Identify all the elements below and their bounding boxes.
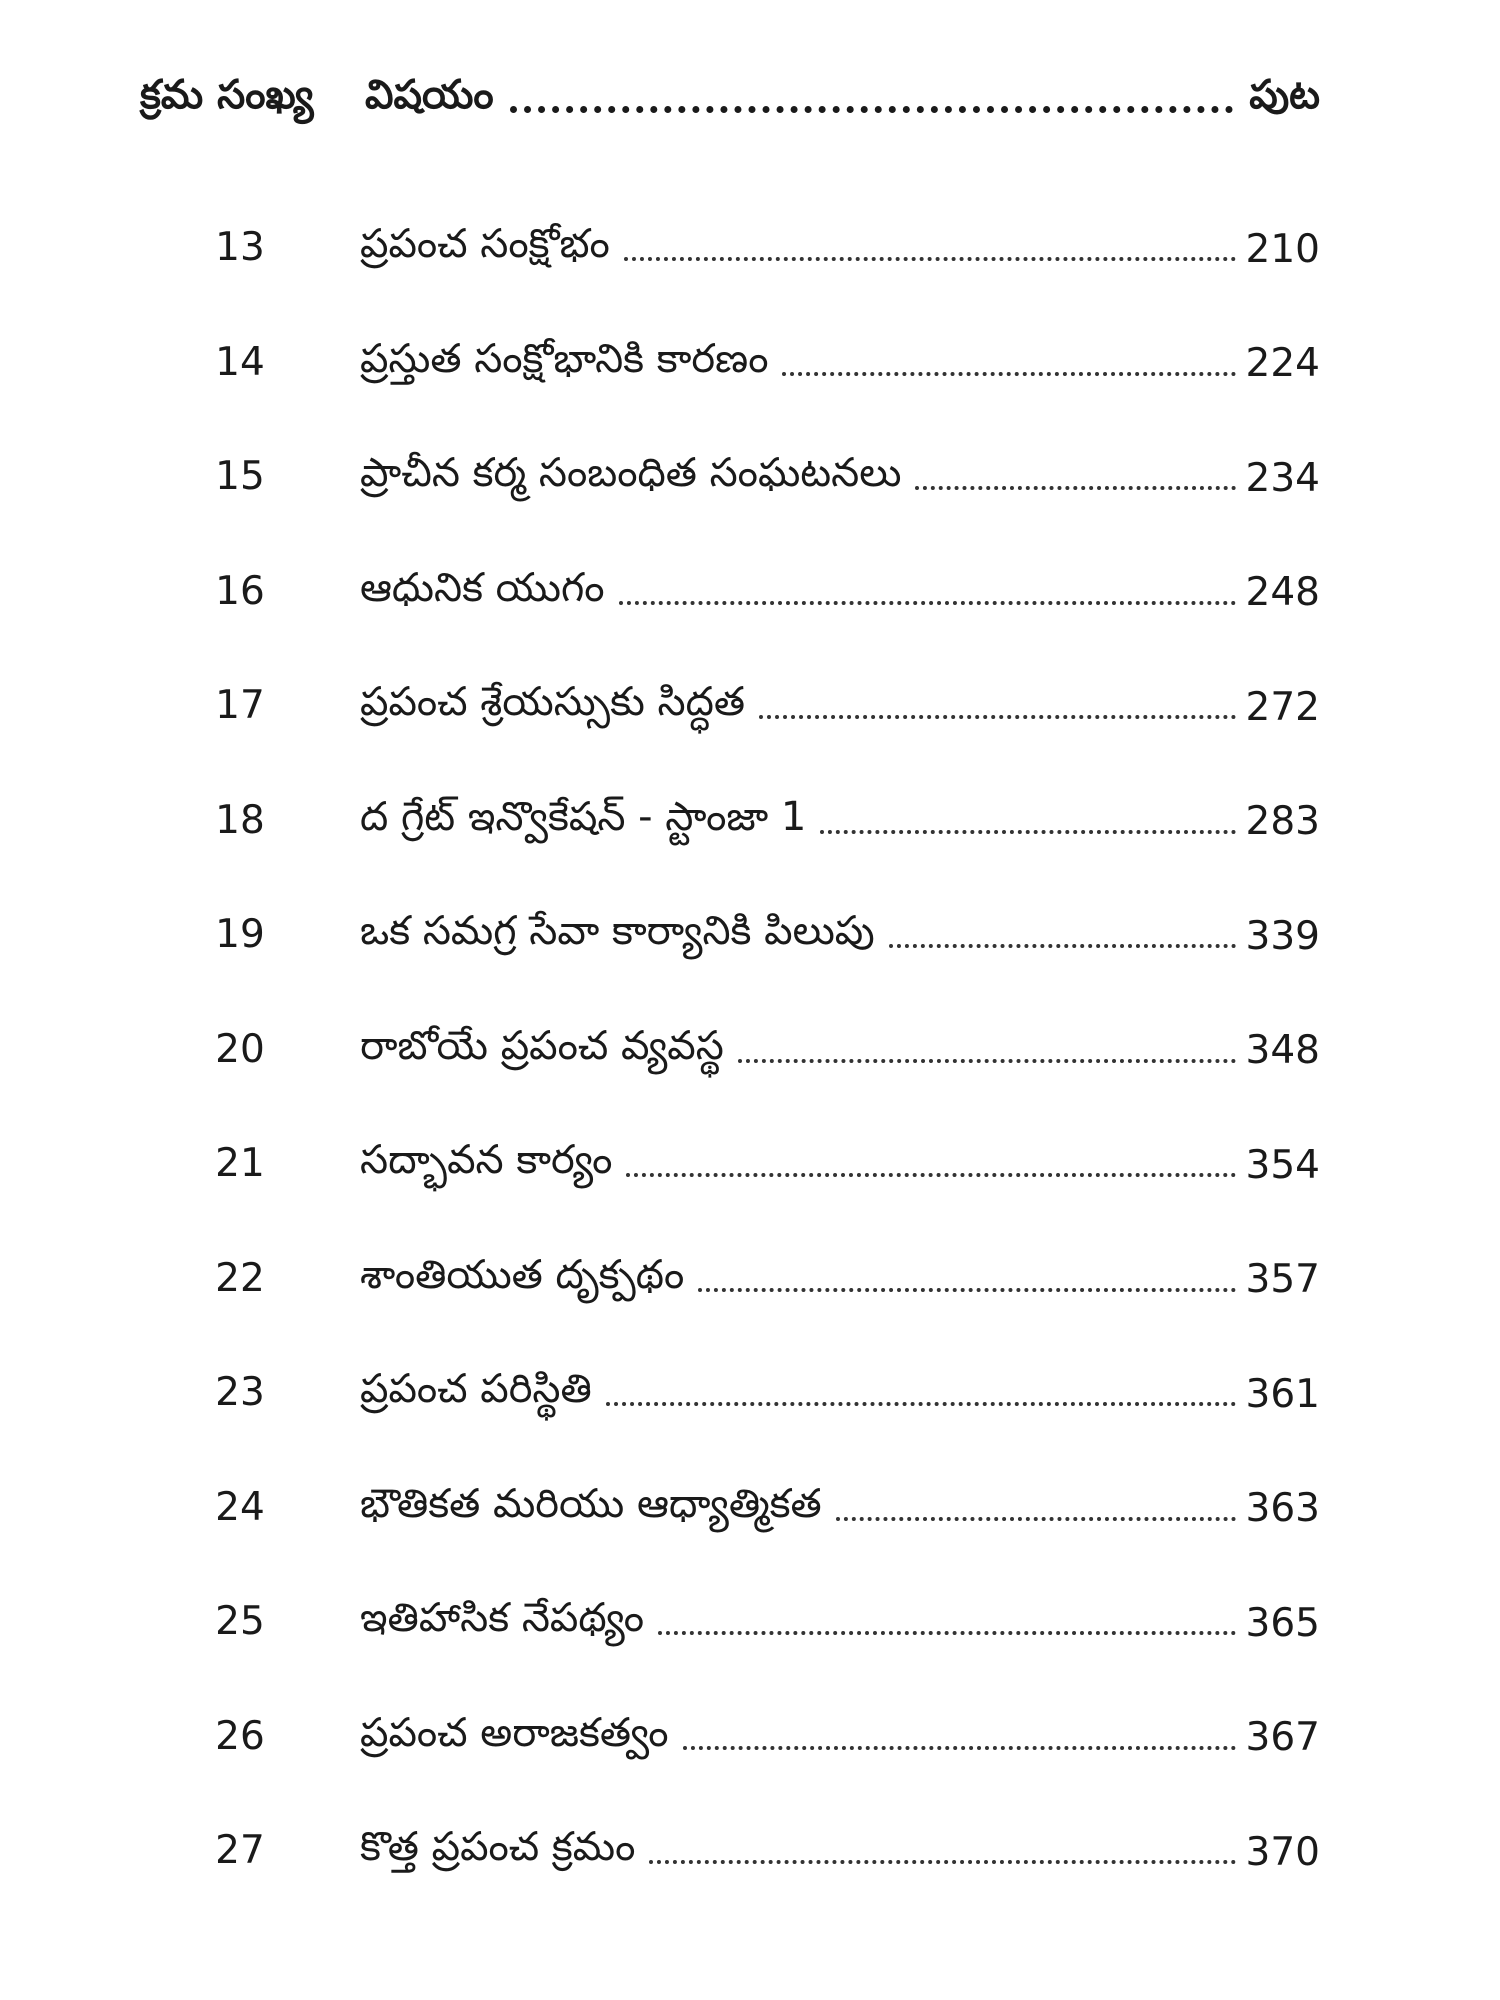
toc-header (140, 70, 1320, 130)
serial-number-heading: క్రమ సంఖ్య (140, 72, 314, 118)
entry-number: 18 (215, 797, 265, 843)
entry-title: ఆధునిక యుగం (360, 564, 605, 611)
entry-number: 14 (215, 339, 265, 385)
toc-entry[interactable] (0, 320, 1500, 435)
entry-number: 21 (215, 1141, 265, 1186)
toc-entry[interactable] (0, 434, 1500, 549)
entry-page: 357 (1245, 1257, 1320, 1302)
entry-page: 370 (1245, 1829, 1320, 1875)
dot-leader (698, 1288, 1235, 1292)
entry-page: 348 (1245, 1028, 1320, 1073)
entry-title: ఒక సమగ్ర సేవా కార్యానికి పిలుపు (360, 908, 875, 954)
toc-entry[interactable] (0, 549, 1500, 664)
toc-entry[interactable] (0, 1579, 1500, 1694)
toc-entry[interactable] (0, 1121, 1500, 1236)
entry-number: 24 (215, 1484, 265, 1530)
entry-page: 363 (1245, 1486, 1320, 1531)
entry-page: 361 (1245, 1371, 1320, 1417)
entry-page: 365 (1245, 1600, 1320, 1646)
toc-entry[interactable] (0, 1694, 1500, 1809)
dot-leader (658, 1631, 1236, 1635)
entry-title: ఇతిహాసిక నేపథ్యం (360, 1595, 645, 1641)
entry-title: ప్రపంచ శ్రేయస్సుకు సిద్ధత (360, 679, 745, 725)
dot-leader (606, 1402, 1236, 1406)
entry-number: 13 (215, 225, 265, 270)
toc-entry[interactable] (0, 1808, 1500, 1923)
dot-leader (820, 830, 1235, 834)
entry-number: 17 (215, 683, 265, 728)
dot-leader (510, 106, 1234, 113)
entry-page: 339 (1245, 913, 1320, 959)
toc-entry[interactable] (0, 1236, 1500, 1351)
entry-page: 248 (1245, 570, 1320, 615)
entry-page: 283 (1245, 799, 1320, 844)
entry-number: 25 (215, 1599, 265, 1644)
entry-page: 354 (1245, 1142, 1320, 1188)
entry-title: ప్రస్తుత సంక్షోభానికి కారణం (360, 335, 769, 382)
dot-leader (759, 715, 1236, 719)
entry-number: 23 (215, 1370, 265, 1415)
dot-leader (649, 1860, 1235, 1864)
dot-leader (626, 1173, 1235, 1177)
entry-number: 22 (215, 1255, 265, 1301)
toc-entry[interactable] (0, 205, 1500, 320)
dot-leader (738, 1059, 1236, 1063)
toc-entry[interactable] (0, 1007, 1500, 1122)
subject-heading: విషయం (365, 72, 494, 118)
entry-number: 16 (215, 568, 265, 614)
entry-number: 19 (215, 912, 265, 957)
entry-title: ప్రాచీన కర్మ సంబంధిత సంఘటనలు (360, 450, 902, 496)
toc-entry[interactable] (0, 1350, 1500, 1465)
toc-entry[interactable] (0, 663, 1500, 778)
entry-title: ప్రపంచ సంక్షోభం (360, 221, 610, 267)
dot-leader (915, 486, 1235, 490)
entry-number: 26 (215, 1713, 265, 1759)
entry-title: ద గ్రేట్ ఇన్వొకేషన్ - స్టాంజా 1 (360, 793, 807, 840)
entry-number: 15 (215, 454, 265, 499)
toc-entry[interactable] (0, 778, 1500, 893)
entry-page: 234 (1245, 455, 1320, 501)
entry-title: కొత్త ప్రపంచ క్రమం (360, 1824, 636, 1870)
entry-page: 210 (1245, 226, 1320, 272)
entry-page: 272 (1245, 684, 1320, 730)
entry-page: 367 (1245, 1715, 1320, 1760)
dot-leader (624, 257, 1236, 261)
entry-title: రాబోయే ప్రపంచ వ్యవస్థ (360, 1022, 724, 1069)
entry-title: ప్రపంచ అరాజకత్వం (360, 1709, 669, 1756)
dot-leader (836, 1517, 1236, 1521)
entry-title: శాంతియుత దృక్పథం (360, 1251, 685, 1298)
entry-title: సద్భావన కార్యం (360, 1137, 613, 1183)
dot-leader (619, 601, 1236, 605)
entry-page: 224 (1245, 341, 1320, 386)
dot-leader (683, 1746, 1236, 1750)
toc-entry[interactable] (0, 892, 1500, 1007)
entry-title: ప్రపంచ పరిస్థితి (360, 1366, 592, 1412)
entry-number: 20 (215, 1026, 265, 1072)
toc-entry[interactable] (0, 1465, 1500, 1580)
page-heading: పుట (1249, 72, 1320, 118)
entry-number: 27 (215, 1828, 265, 1873)
entry-title: భౌతికత మరియు ఆధ్యాత్మికత (360, 1480, 822, 1527)
dot-leader (889, 944, 1236, 948)
toc-list (0, 205, 1500, 1923)
dot-leader (782, 372, 1235, 376)
